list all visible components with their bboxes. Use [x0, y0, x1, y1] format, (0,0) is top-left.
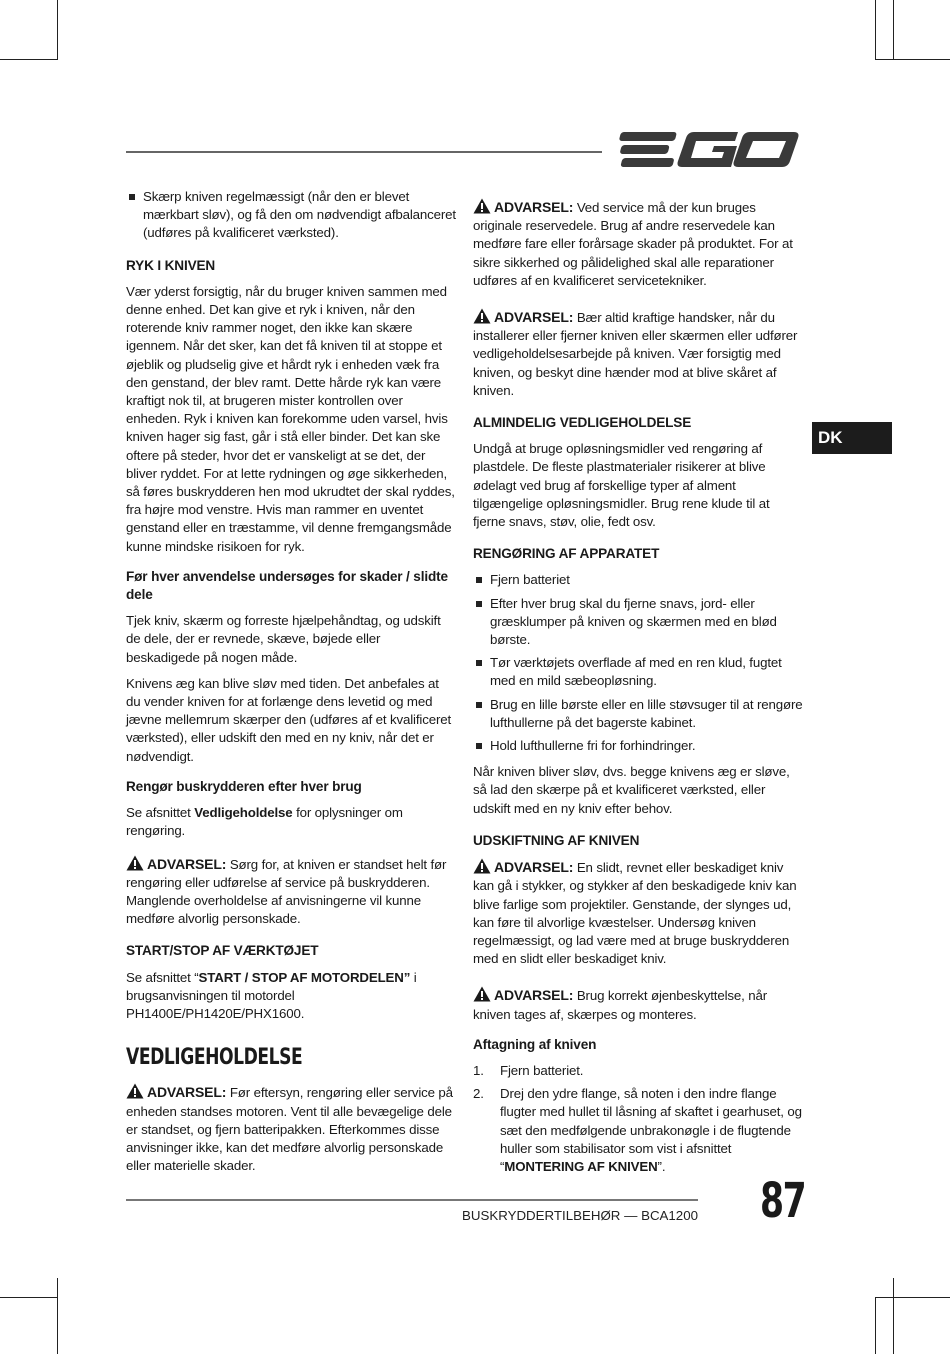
crop-mark	[875, 59, 950, 60]
header-rule	[126, 151, 602, 153]
square-bullet-icon	[476, 743, 482, 749]
crop-mark	[875, 1297, 876, 1354]
square-bullet-icon	[476, 577, 482, 583]
crop-mark	[893, 0, 894, 60]
warning-block: ADVARSEL: Ved service må der kun bruges originale reservedele. Brug af andre reservedele kan medføre fare eller forårsage skader på produktet. For at sikre sikkerhed og pålidelighed skal alle reparationer udføres af en kvalificeret servicetekniker.	[473, 199, 793, 288]
dull-blade-paragraph: Når kniven bliver sløv, dvs. begge knivens æg er sløve, så lad den skærpe på et kvalificeret værksted, eller udskift med en ny kniv efter behov.	[473, 764, 790, 816]
subheading-blade-removal: Aftagning af kniven	[473, 1036, 597, 1052]
section-heading-kickback: RYK I KNIVEN	[126, 257, 216, 273]
language-tab: DK	[812, 422, 892, 454]
footer-document-title: BUSKRYDDERTILBEHØR — BCA1200	[462, 1208, 698, 1223]
warning-triangle-icon	[473, 858, 491, 874]
removal-steps	[473, 1062, 803, 1176]
square-bullet-icon	[476, 601, 482, 607]
list-item: Hold lufthullerne fri for forhindringer.	[473, 737, 803, 755]
inspection-paragraph-1: Tjek kniv, skærm og forreste hjælpehåndtag, og udskift de dele, der er revnede, skæve, bøjede eller beskadigede på nogen måde.	[126, 613, 441, 665]
left-column	[126, 188, 456, 1187]
crop-mark	[57, 0, 58, 60]
kickback-paragraph: Vær yderst forsigtig, når du bruger kniven sammen med denne enhed. Det kan give et ryk i kniven, når den roterende kniv rammer noget, den ikke kan skære igennem. Når det sker, kan det få kniven til at stoppe et øjeblik og pludselig give et hårdt ryk i enheden væk fra den genstand, der blev ramt. Dette hårde ryk kan være kraftigt nok til, at brugeren mister kontrollen over enheden. Ryk i kniven kan forekomme uden varsel, hvis kniven hager sig fast, går i stå eller binder. Det kan ske oftere på steder, hvor det er vanskeligt at se det, der bliver ryddet. For at lette rydningen og øge sikkerheden, så føres buskrydderen hen mod ukrudtet der skal ryddes, fra højre mod venstre. Hvis man rammer en uventet genstand eller en træstamme, vil denne fremgangsmåde kunne mindske risikoen for ryk.	[126, 283, 455, 554]
warning-block: ADVARSEL: En slidt, revnet eller beskadiget kniv kan gå i stykker, og stykker af den beskadigede kniv kan blive farlige som projektiler. Genstande, der slynges ud, kan føre til alvorlige kvæstelser. Undersøg kniven regelmæssigt, og lad være med at bruge buskrydderen med en slidt eller beskadiget kniv.	[473, 859, 797, 967]
crop-mark	[875, 1297, 950, 1298]
warning-triangle-icon	[473, 308, 491, 324]
crop-mark	[875, 0, 876, 60]
general-maintenance-paragraph: Undgå at bruge opløsningsmidler ved rengøring af plastdele. De fleste plastmaterialer risikerer at blive ødelagt ved brug af forskellige typer af alment tilgængelige opløsningsmidler. Brug rene klude til at fjerne snavs, støv, olie, fedt osv.	[473, 441, 770, 530]
square-bullet-icon	[129, 194, 135, 200]
warning-block: ADVARSEL: Før eftersyn, rengøring eller service på enheden standses motoren. Vent til alle bevægelige dele er standset, og fjern batteripakken. Efterkommes disse anvisninger ikke, kan det medføre alvorlig personskade eller materielle skader.	[126, 1084, 453, 1174]
crop-mark	[893, 1278, 894, 1354]
cleaning-list	[473, 571, 803, 755]
warning-triangle-icon	[126, 1083, 144, 1099]
warning-block: ADVARSEL: Bær altid kraftige handsker, når du installerer eller fjerner kniven eller skærmen eller udfører vedligeholdelsesarbejde på kniven. Vær forsigtig med kniven, og beskyt dine hænder mod at blive skåret af kniven.	[473, 309, 798, 398]
list-item: Efter hver brug skal du fjerne snavs, jord- eller græsklumper på kniven og skærmen med en blød børste.	[473, 595, 803, 650]
list-item: Fjern batteriet	[473, 571, 803, 589]
list-item: Brug en lille børste eller en lille støvsuger til at rengøre lufthullerne på det bagerste kabinet.	[473, 696, 803, 732]
page-number: 87	[760, 1173, 806, 1229]
crop-mark	[0, 1297, 58, 1298]
section-heading-general-maintenance: ALMINDELIG VEDLIGEHOLDELSE	[473, 415, 692, 431]
start-stop-paragraph: Se afsnittet “START / STOP AF MOTORDELEN” i brugsanvisningen til motordel PH1400E/PH1420E/PHX1600.	[126, 969, 417, 1021]
list-item: Tør værktøjets overflade af med en ren klud, fugtet med en mild sæbeopløsning.	[473, 654, 803, 690]
subheading-cleaning: Rengør buskrydderen efter hver brug	[126, 778, 362, 794]
list-item: 1. Fjern batteriet.	[473, 1062, 584, 1078]
crop-mark	[0, 59, 58, 60]
list-item: Skærp kniven regelmæssigt (når den er blevet mærkbart sløv), og få den om nødvendigt afbalanceret (udføres på kvalificeret værksted).	[126, 188, 456, 243]
footer-rule	[126, 1199, 698, 1201]
square-bullet-icon	[476, 660, 482, 666]
warning-block: ADVARSEL: Sørg for, at kniven er standset helt før rengøring eller udførelse af service på buskrydderen. Manglende overholdelse af anvisningerne vil kunne medføre alvorlig personskade.	[126, 855, 447, 927]
chapter-title: VEDLIGEHOLDELSE	[126, 1045, 303, 1071]
ego-logo	[616, 128, 800, 172]
crop-mark	[57, 1278, 58, 1354]
list-item: 2. Drej den ydre flange, så noten i den indre flange flugter med hullet til låsning af skaftet i gearhuset, og sæt den medfølgende unbrakonøgle i de flugtende huller som stabilisator som vist i afsnittet “MONTERING AF KNIVEN”.	[473, 1086, 802, 1174]
right-column	[473, 188, 803, 1181]
section-heading-start-stop: START/STOP AF VÆRKTØJET	[126, 943, 319, 959]
warning-triangle-icon	[473, 198, 491, 214]
warning-block: ADVARSEL: Brug korrekt øjenbeskyttelse, når kniven tages af, skærpes og monteres.	[473, 987, 767, 1022]
intro-list	[126, 188, 456, 243]
inspection-paragraph-2: Knivens æg kan blive sløv med tiden. Det anbefales at du vender kniven for at forlænge dens levetid og med jævne mellemrum skærper den (udføres af et kvalificeret værksted), eller udskift den med en ny kniv, når det er nødvendigt.	[126, 675, 452, 764]
warning-triangle-icon	[126, 855, 144, 871]
section-heading-blade-replacement: UDSKIFTNING AF KNIVEN	[473, 832, 640, 848]
cleaning-paragraph: Se afsnittet Vedligeholdelse for oplysninger om rengøring.	[126, 805, 403, 839]
section-heading-cleaning: RENGØRING AF APPARATET	[473, 546, 660, 562]
warning-triangle-icon	[473, 986, 491, 1002]
square-bullet-icon	[476, 702, 482, 708]
subheading-inspection: Før hver anvendelse undersøges for skader / slidte dele	[126, 568, 448, 603]
